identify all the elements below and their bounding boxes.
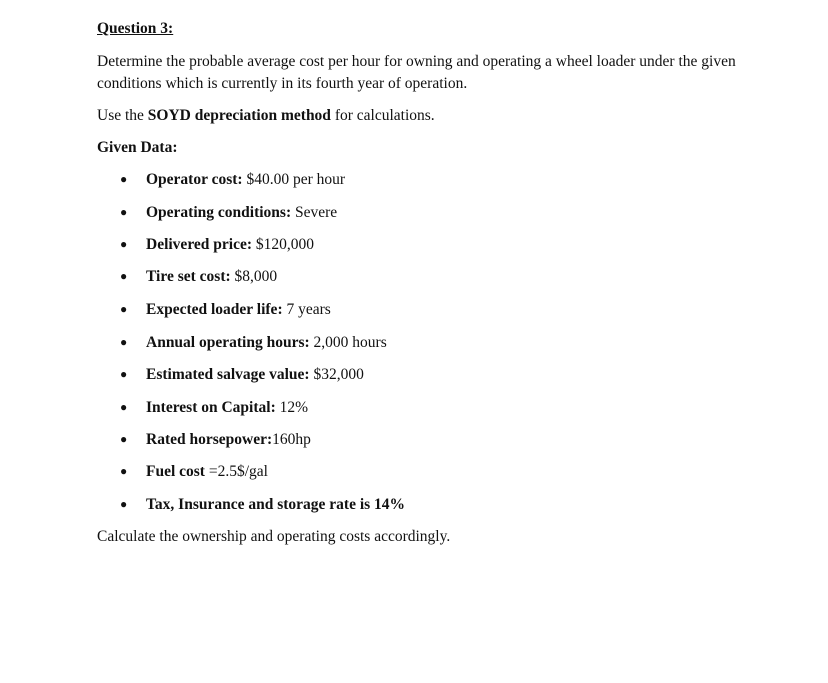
- list-item: [120, 399, 308, 417]
- list-item: [120, 171, 345, 189]
- method-prefix: Use the: [97, 107, 148, 124]
- list-item: [120, 334, 387, 352]
- list-item: [120, 366, 364, 384]
- item-value: 160hp: [272, 431, 311, 448]
- item-label: Delivered price:: [146, 236, 253, 253]
- item-value: $32,000: [309, 366, 364, 383]
- method-instruction: [97, 105, 777, 127]
- item-value: $8,000: [230, 268, 278, 285]
- item-label: Rated horsepower:: [146, 431, 273, 448]
- method-suffix: for calculations.: [330, 107, 435, 124]
- item-value: $120,000: [252, 236, 315, 253]
- bullet-icon: ●: [120, 432, 128, 446]
- list-item: [120, 496, 405, 514]
- bullet-icon: ●: [120, 335, 128, 349]
- item-value: 2,000 hours: [309, 334, 387, 351]
- item-label: Estimated salvage value:: [146, 366, 310, 383]
- bullet-icon: ●: [120, 302, 128, 316]
- question-title: Question 3:: [97, 20, 174, 37]
- item-value: Severe: [291, 204, 338, 221]
- bullet-icon: ●: [120, 400, 128, 414]
- list-item: [120, 236, 314, 254]
- bullet-icon: ●: [120, 269, 128, 283]
- item-label: Tax, Insurance and storage rate is 14%: [146, 496, 406, 513]
- list-item: [120, 268, 277, 286]
- item-value: $40.00 per hour: [242, 171, 346, 188]
- bullet-icon: ●: [120, 367, 128, 381]
- item-value: 12%: [275, 399, 309, 416]
- method-name: SOYD depreciation method: [147, 107, 331, 124]
- list-item: [120, 301, 331, 319]
- given-data-heading: Given Data:: [97, 139, 178, 156]
- item-label: Expected loader life:: [146, 301, 283, 318]
- bullet-icon: ●: [120, 497, 128, 511]
- bullet-icon: ●: [120, 205, 128, 219]
- list-item: [120, 463, 268, 481]
- item-label: Interest on Capital:: [146, 399, 276, 416]
- item-label: Fuel cost: [146, 463, 205, 480]
- item-label: Annual operating hours:: [146, 334, 310, 351]
- bullet-icon: ●: [120, 237, 128, 251]
- closing-instruction: Calculate the ownership and operating costs accordingly.: [97, 528, 451, 545]
- item-label: Tire set cost:: [146, 268, 231, 285]
- item-value: =2.5$/gal: [204, 463, 268, 480]
- bullet-icon: ●: [120, 172, 128, 186]
- list-item: [120, 431, 311, 449]
- question-intro: Determine the probable average cost per hour for owning and operating a wheel loader under the given conditions which is currently in its fourth year of operation.: [97, 53, 736, 92]
- item-label: Operating conditions:: [146, 204, 292, 221]
- item-value: 7 years: [282, 301, 331, 318]
- bullet-icon: ●: [120, 464, 128, 478]
- item-label: Operator cost:: [146, 171, 243, 188]
- list-item: [120, 204, 337, 222]
